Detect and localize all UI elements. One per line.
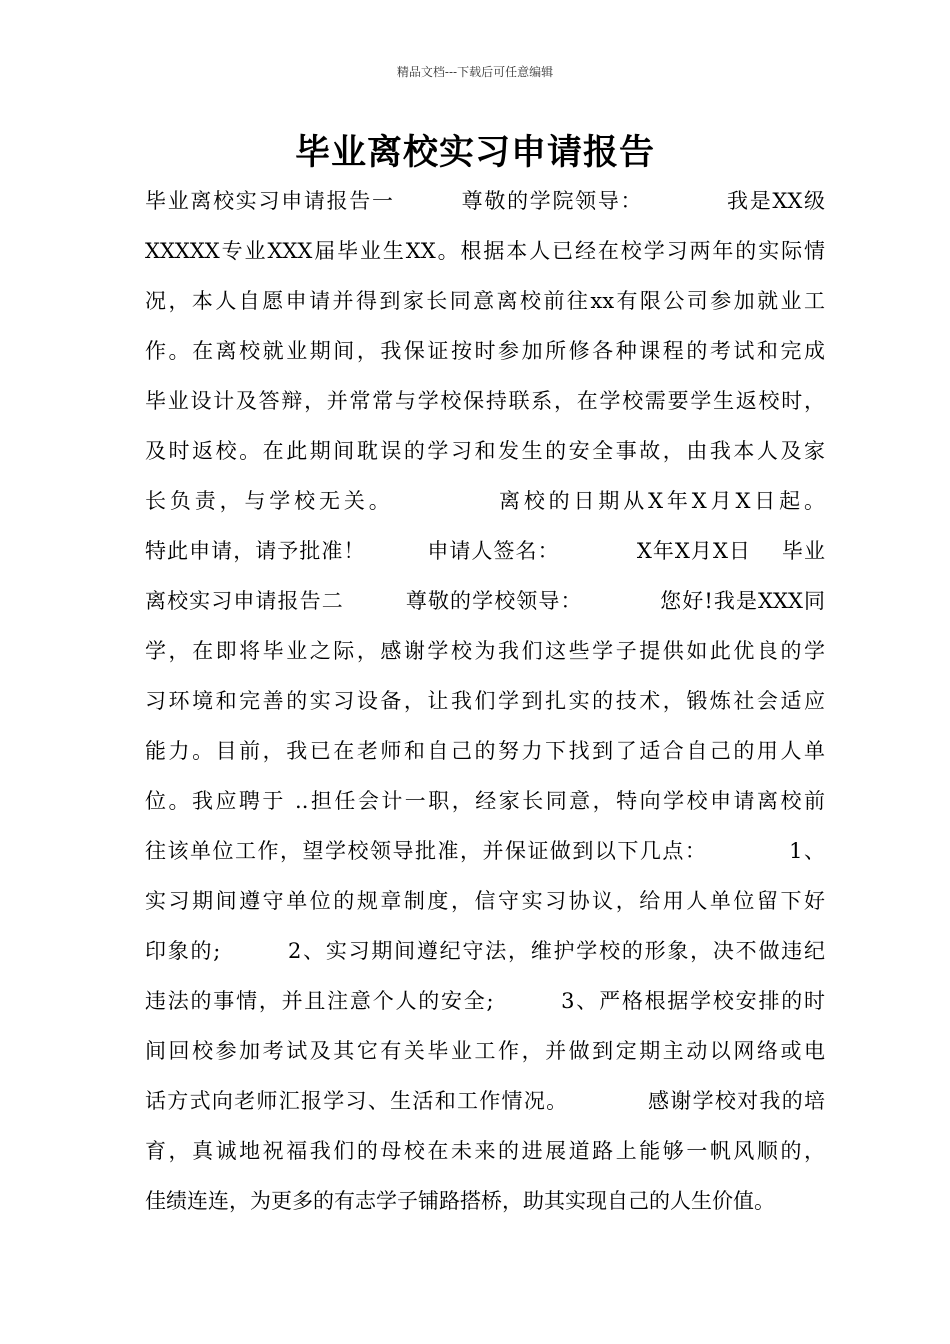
body-line: 作。在离校就业期间，我保证按时参加所修各种课程的考试和完成 [145, 339, 825, 363]
body-line: 特此申请，请予批准！ 申请人签名： X年X月X日 毕业 [145, 539, 825, 563]
body-line: XXXXX专业XXX届毕业生XX。根据本人已经在校学习两年的实际情 [145, 239, 825, 263]
body-line: 育，真诚地祝福我们的母校在未来的进展道路上能够一帆风顺的， [145, 1139, 825, 1163]
body-line: 印象的; 2、实习期间遵纪守法，维护学校的形象，决不做违纪 [145, 939, 825, 963]
body-line: 学，在即将毕业之际，感谢学校为我们这些学子提供如此优良的学 [145, 639, 825, 663]
body-line: 往该单位工作，望学校领导批准，并保证做到以下几点： 1、 [145, 839, 825, 863]
body-line: 毕业离校实习申请报告一 尊敬的学院领导： 我是XX级 [145, 189, 825, 213]
body-line: 及时返校。在此期间耽误的学习和发生的安全事故，由我本人及家 [145, 439, 825, 463]
body-line: 习环境和完善的实习设备，让我们学到扎实的技术，锻炼社会适应 [145, 689, 825, 713]
document-title: 毕业离校实习申请报告 [294, 133, 655, 173]
body-line: 实习期间遵守单位的规章制度，信守实习协议，给用人单位留下好 [145, 889, 825, 913]
body-line: 违法的事情，并且注意个人的安全; 3、严格根据学校安排的时 [145, 989, 825, 1013]
body-line: 位。我应聘于 ..担任会计一职，经家长同意，特向学校申请离校前 [145, 789, 825, 813]
body-line: 间回校参加考试及其它有关毕业工作，并做到定期主动以网络或电 [145, 1039, 825, 1063]
body-line: 离校实习申请报告二 尊敬的学校领导： 您好!我是XXX同 [145, 589, 825, 613]
body-line: 毕业设计及答辩，并常常与学校保持联系，在学校需要学生返校时， [145, 389, 825, 413]
body-line: 长负责，与学校无关。 离校的日期从X年X月X日起。 [145, 489, 825, 513]
body-line: 况，本人自愿申请并得到家长同意离校前往xx有限公司参加就业工 [145, 289, 825, 313]
body-line: 话方式向老师汇报学习、生活和工作情况。 感谢学校对我的培 [145, 1089, 825, 1113]
page-header-note: 精品文档---下载后可任意编辑 [396, 65, 554, 79]
body-line: 佳绩连连，为更多的有志学子铺路搭桥，助其实现自己的人生价值。 [145, 1189, 775, 1213]
body-line: 能力。目前，我已在老师和自己的努力下找到了适合自己的用人单 [145, 739, 825, 763]
document-body [145, 176, 825, 1226]
